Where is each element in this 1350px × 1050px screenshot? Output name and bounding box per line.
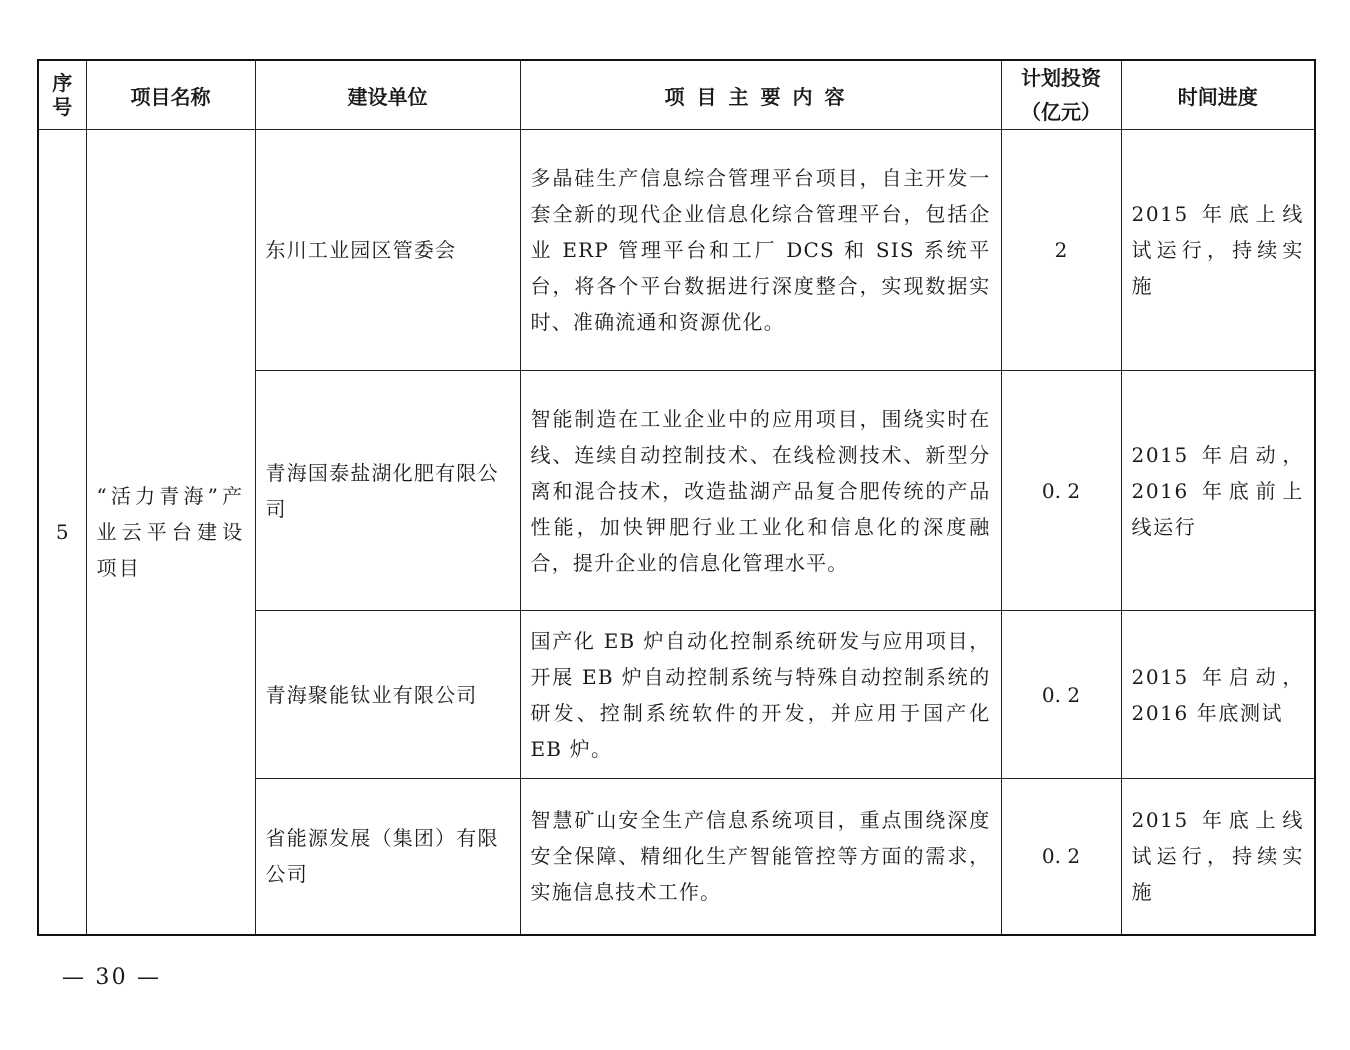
unit-cell: 青海聚能钛业有限公司 [255, 611, 520, 779]
header-unit: 建设单位 [255, 60, 520, 130]
content-cell: 多晶硅生产信息综合管理平台项目，自主开发一套全新的现代企业信息化综合管理平台，包括企业 ERP 管理平台和工厂 DCS 和 SIS 系统平台，将各个平台数据进行深度整合，实现数据实时、准确流通和资源优化。 [520, 130, 1001, 371]
unit-cell: 东川工业园区管委会 [255, 130, 520, 371]
content-cell: 国产化 EB 炉自动化控制系统研发与应用项目，开展 EB 炉自动控制系统与特殊自动控制系统的研发、控制系统软件的开发，并应用于国产化 EB 炉。 [520, 611, 1001, 779]
invest-cell: 0. 2 [1001, 779, 1121, 935]
progress-cell: 2015 年启动，2016 年底前上线运行 [1121, 371, 1315, 611]
content-cell: 智慧矿山安全生产信息系统项目，重点围绕深度安全保障、精细化生产智能管控等方面的需求，实施信息技术工作。 [520, 779, 1001, 935]
header-seq-line2: 号 [52, 95, 73, 119]
header-invest-line2: （亿元） [1021, 100, 1101, 124]
header-invest-line1: 计划投资 [1021, 66, 1101, 90]
header-seq-line1: 序 [52, 71, 73, 95]
header-progress: 时间进度 [1121, 60, 1315, 130]
content-cell: 智能制造在工业企业中的应用项目，围绕实时在线、连续自动控制技术、在线检测技术、新型分离和混合技术，改造盐湖产品复合肥传统的产品性能，加快钾肥行业工业化和信息化的深度融合，提升企业的信息化管理水平。 [520, 371, 1001, 611]
project-table [37, 59, 1316, 936]
header-invest [1001, 60, 1121, 130]
invest-cell: 0. 2 [1001, 371, 1121, 611]
table-header-row [38, 60, 1315, 130]
progress-cell: 2015 年底上线试运行，持续实施 [1121, 130, 1315, 371]
progress-cell: 2015 年启动，2016 年底测试 [1121, 611, 1315, 779]
invest-cell: 2 [1001, 130, 1121, 371]
project-name-cell: “活力青海”产业云平台建设项目 [86, 130, 255, 935]
seq-cell: 5 [38, 130, 86, 935]
invest-cell: 0. 2 [1001, 611, 1121, 779]
header-seq [38, 60, 86, 130]
unit-cell: 青海国泰盐湖化肥有限公司 [255, 371, 520, 611]
header-content: 项目主要内容 [520, 60, 1001, 130]
unit-cell: 省能源发展（集团）有限公司 [255, 779, 520, 935]
page-number: — 30 — [62, 965, 162, 990]
table-row [38, 130, 1315, 371]
header-project-name: 项目名称 [86, 60, 255, 130]
progress-cell: 2015 年底上线试运行，持续实施 [1121, 779, 1315, 935]
